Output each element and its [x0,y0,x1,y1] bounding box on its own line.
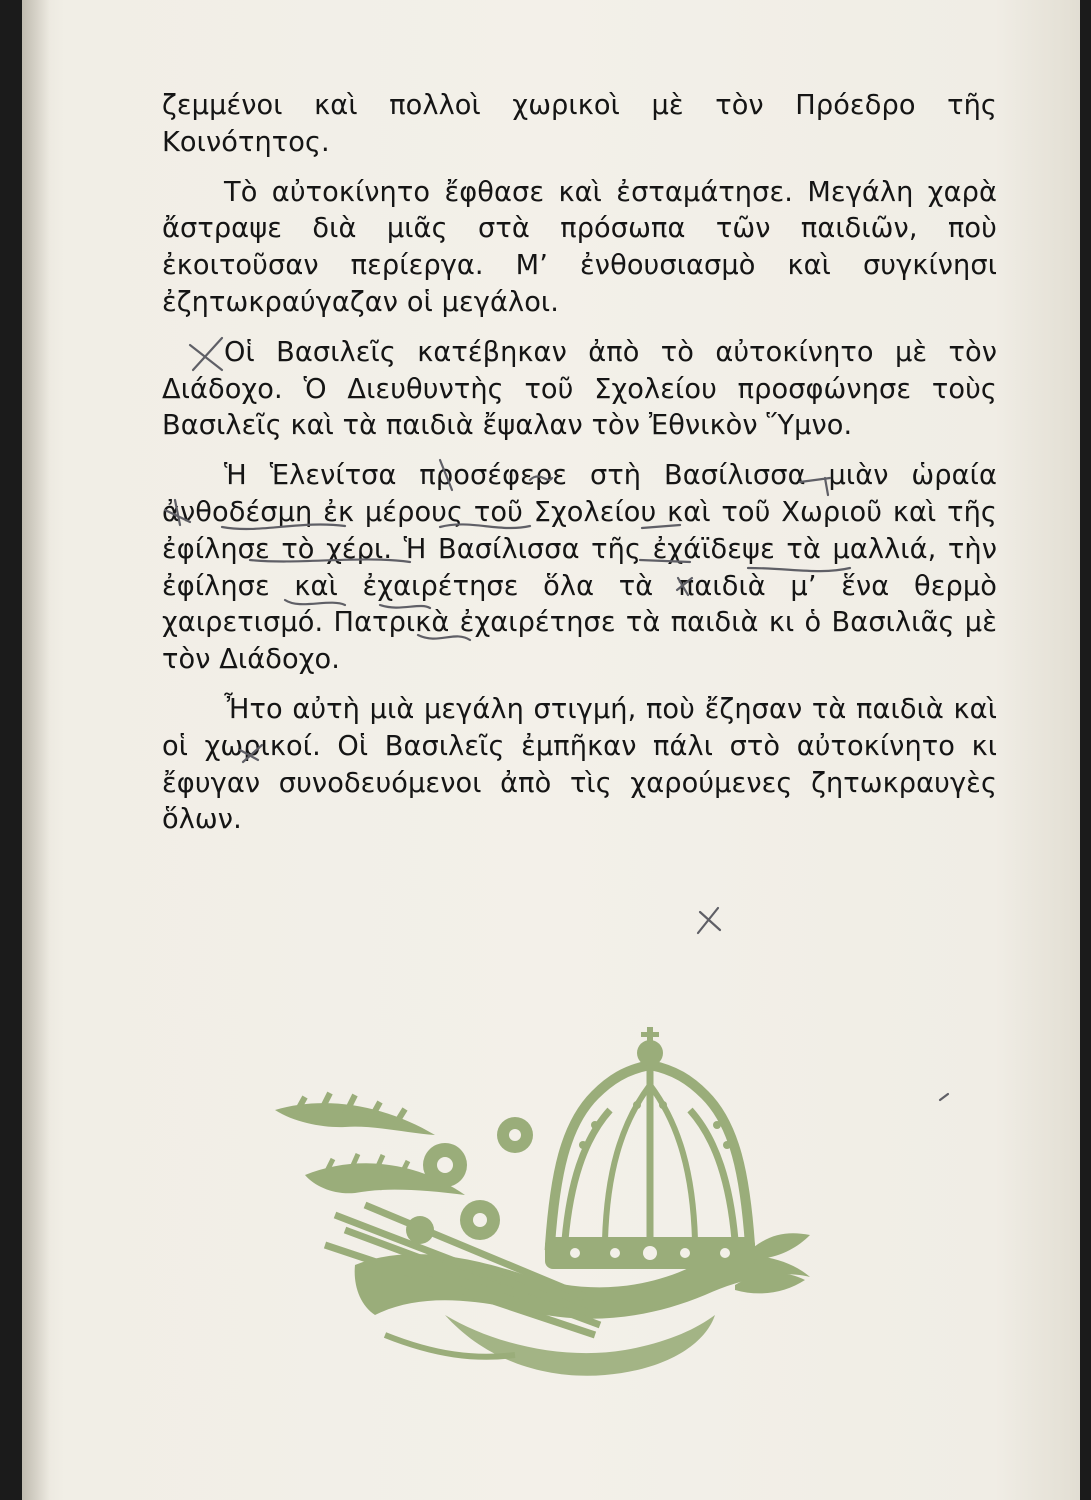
paragraph-5: Ἦτο αὐτὴ μιὰ μεγάλη στιγμή, ποὺ ἔζησαν τὰ παιδιὰ καὶ οἱ χωρικοί. Οἱ Βασιλεῖς ἐμπῆκαν πάλι στὸ αὐτοκίνητο κι ἔφυγαν συνοδευόμενοι ἀπὸ τὶς χαρούμενες ζητωκραυγὲς ὅλων. [162,693,997,836]
paragraph-2: Τὸ αὐτοκίνητο ἔφθασε καὶ ἐσταμάτησε. Μεγάλη χαρὰ ἄστραψε διὰ μιᾶς στὰ πρόσωπα τῶν παιδιῶν, ποὺ ἐκοιτοῦσαν περίεργα. Μ’ ἐνθουσιασμὸ καὶ συγκίνησι ἐζητωκραύγαζαν οἱ μεγάλοι. [162,176,997,318]
book-page [22,0,1080,1500]
crown-bouquet-ornament [265,1015,825,1385]
paragraph-4: Ἡ Ἑλενίτσα προσέφερε στὴ Βασίλισσα μιὰν ὡραία ἀνθοδέσμη ἐκ μέρους τοῦ Σχολείου καὶ τοῦ Χωριοῦ καὶ τῆς ἐφίλησε τὸ χέρι. Ἡ Βασίλισσα τῆς ἐχάϊδεψε τὰ μαλλιά, τὴν ἐφίλησε καὶ ἐχαιρέτησε ὅλα τὰ παιδιὰ μ’ ἕνα θερμὸ χαιρετισμό. Πατρικὰ ἐχαιρέτησε τὰ παιδιὰ κι ὁ Βασιλιᾶς μὲ τὸν Διάδοχο. [162,460,997,676]
paragraph-1: ζεμμένοι καὶ πολλοὶ χωρικοὶ μὲ τὸν Πρόεδρο τῆς Κοινότητος. [162,90,997,158]
paragraph-3: Οἱ Βασιλεῖς κατέβηκαν ἀπὸ τὸ αὐτοκίνητο μὲ τὸν Διάδοχο. Ὁ Διευθυντὴς τοῦ Σχολείου προσφώνησε τοὺς Βασιλεῖς καὶ τὰ παιδιὰ ἔψαλαν τὸν Ἐθνικὸν Ὕμνο. [162,336,997,442]
page-text [162,88,997,852]
ribbon-tail [445,1315,715,1376]
page-gutter-shadow [22,0,50,1500]
